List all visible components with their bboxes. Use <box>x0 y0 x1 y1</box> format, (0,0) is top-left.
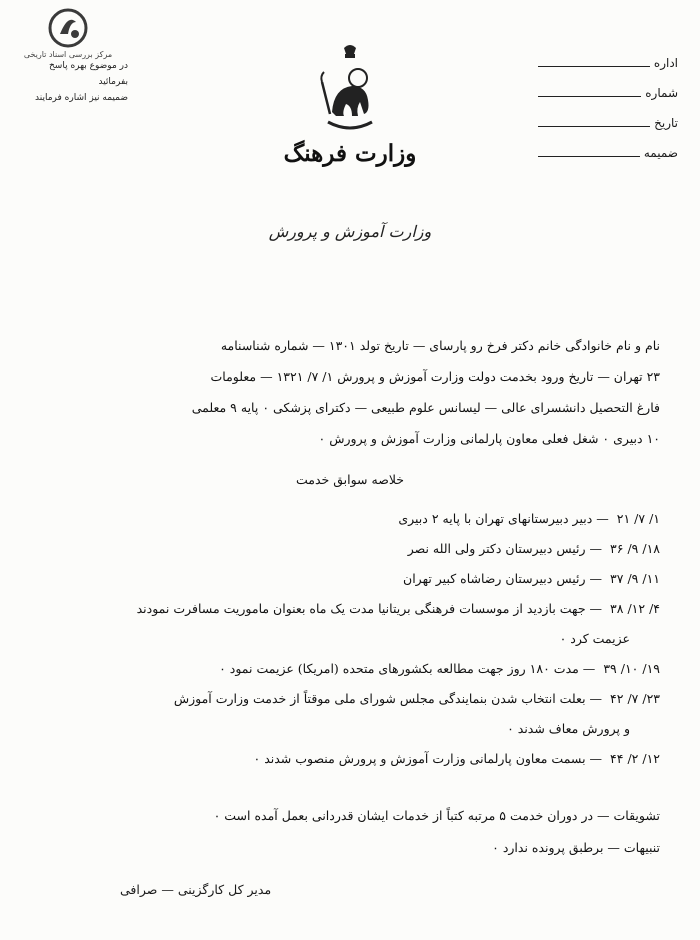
record-row <box>40 534 660 564</box>
record-date: ۱/ ۷/ ۲۱ <box>616 511 660 526</box>
record-date: ۱۹/ ۱۰/ ۳۹ <box>603 661 660 676</box>
record-text: — رئیس دبیرستان دکتر ولی الله نصر <box>407 541 603 556</box>
ministry-old-title: وزارت فرهنگ <box>283 140 417 167</box>
record-text: — بعلت انتخاب شدن بنمایندگی مجلس شورای ملی موقتاً از خدمت وزارت آموزش <box>173 691 603 706</box>
record-text: — جهت بازدید از موسسات فرهنگی بریتانیا مدت یک ماه بعنوان ماموریت مسافرت نمودند <box>136 601 603 616</box>
watermark <box>18 8 118 59</box>
record-continuation: و پرورش معاف شدند ۰ <box>507 721 630 736</box>
left-note: ضمیمه نیز اشاره فرمایند <box>35 93 128 103</box>
field-label: تاریخ <box>654 116 678 130</box>
record-continuation: عزیمت کرد ۰ <box>559 631 630 646</box>
commendations-line: تشویقات — در دوران خدمت ۵ مرتبه کتباً از خدمات ایشان قدردانی بعمل آمده است ۰ <box>213 808 660 823</box>
field-line <box>538 66 650 67</box>
intro-paragraph <box>40 330 660 454</box>
field-label: شماره <box>645 86 678 100</box>
section-title: خلاصه سوابق خدمت <box>295 472 404 487</box>
intro-line: نام و نام خانوادگی خانم دکتر فرخ رو پارسای — تاریخ تولد ۱۳۰۱ — شماره شناسنامه <box>220 338 660 353</box>
watermark-text: مرکز بررسی اسناد تاریخی <box>23 50 113 59</box>
field-label: اداره <box>653 56 678 70</box>
field-number <box>538 70 678 100</box>
record-date: ۴/ ۱۲/ ۳۸ <box>610 601 660 616</box>
penalties-line: تنبیهات — برطبق پرونده ندارد ۰ <box>492 840 660 855</box>
record-row <box>40 594 660 624</box>
record-row <box>40 504 660 534</box>
record-row <box>40 684 660 714</box>
left-notes <box>18 58 128 106</box>
record-text: — بسمت معاون پارلمانی وزارت آموزش و پرورش منصوب شدند ۰ <box>253 751 603 766</box>
record-text: — رئیس دبیرستان رضاشاه کبیر تهران <box>403 571 603 586</box>
archive-logo-icon <box>48 8 88 48</box>
ministry-new-title: وزارت آموزش و پرورش <box>268 222 432 241</box>
record-row <box>40 654 660 684</box>
record-text: — دبیر دبیرستانهای تهران با پایه ۲ دبیری <box>398 511 609 526</box>
document-body <box>40 330 660 855</box>
field-label: ضمیمه <box>643 146 678 160</box>
intro-line: فارغ التحصیل دانشسرای عالی — لیسانس علوم طبیعی — دکترای پزشکی ۰ پایه ۹ معلمی <box>191 400 660 415</box>
intro-line: ۲۳ تهران — تاریخ ورود بخدمت دولت وزارت آموزش و پرورش ۱/ ۷/ ۱۳۲۱ — معلومات <box>210 369 660 384</box>
service-records <box>40 504 660 774</box>
record-date: ۲۳/ ۷/ ۴۲ <box>610 691 660 706</box>
record-date: ۱۱/ ۹/ ۳۷ <box>610 571 660 586</box>
field-line <box>538 96 641 97</box>
field-date <box>538 100 678 130</box>
lion-and-sun-emblem-icon <box>318 42 382 138</box>
record-row <box>40 564 660 594</box>
record-text: — مدت ۱۸۰ روز جهت مطالعه بکشورهای متحده (امریکا) عزیمت نمود ۰ <box>219 661 596 676</box>
signature-line: مدیر کل کارگزینی — صرافی <box>120 882 272 897</box>
record-date: ۱۸/ ۹/ ۳۶ <box>610 541 660 556</box>
record-row <box>40 744 660 774</box>
field-office <box>538 40 678 70</box>
record-date: ۱۲/ ۲/ ۴۴ <box>610 751 660 766</box>
intro-line: ۱۰ دبیری ۰ شغل فعلی معاون پارلمانی وزارت آموزش و پرورش ۰ <box>318 431 660 446</box>
field-line <box>538 126 650 127</box>
left-note: در موضوع بهره پاسخ بفرمائید <box>48 61 128 87</box>
